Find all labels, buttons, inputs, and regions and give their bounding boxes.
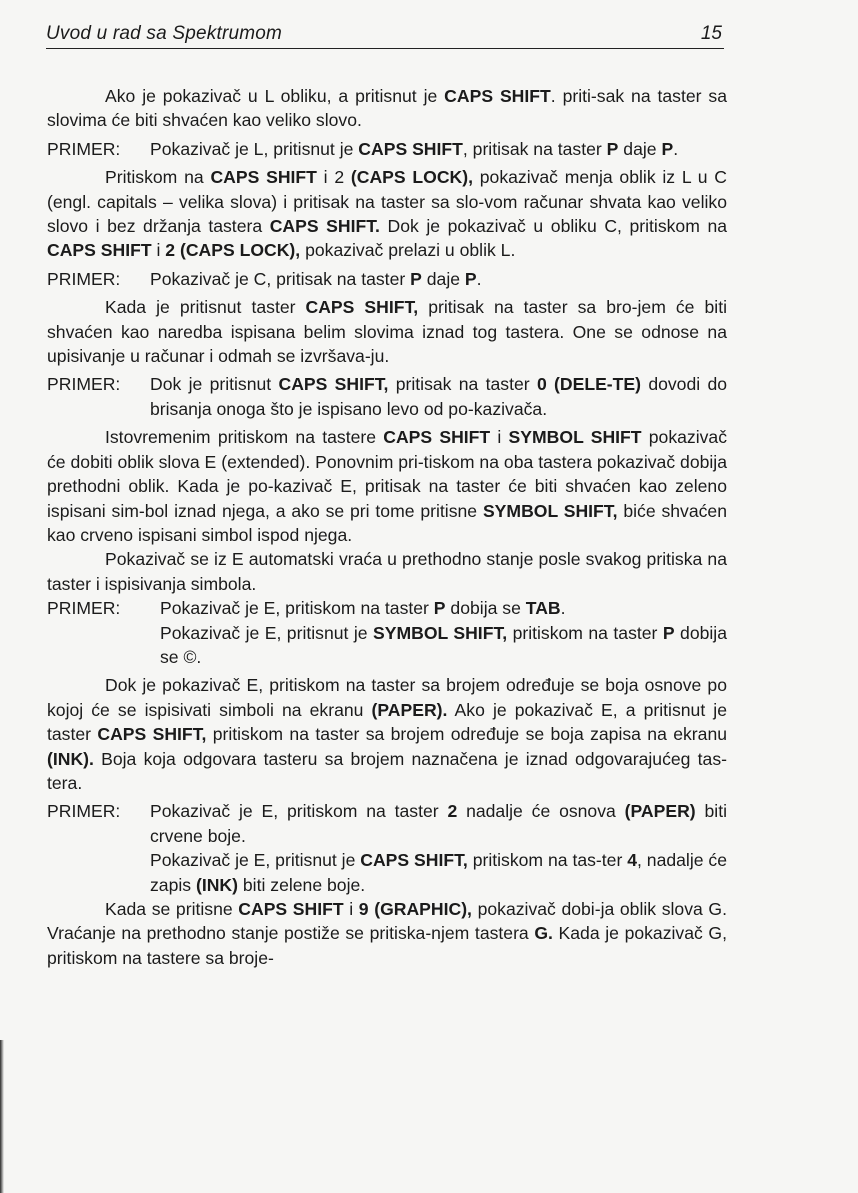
example-block [47,372,727,421]
example-block [47,267,727,291]
example-block [47,596,727,669]
paragraph: Pokazivač se iz E automatski vraća u prethodno stanje posle svakog pritiska na taster i ispisivanja simbola. [47,549,727,594]
example-label: PRIMER: [47,374,121,395]
example-text: Pokazivač je C, pritisak na taster P daje P. [150,268,482,289]
example-text: Pokazivač je L, pritisnut je CAPS SHIFT, pritisak na taster P daje P. [150,138,679,159]
chapter-title: Uvod u rad sa Spektrumom [46,23,283,44]
paragraph: Ako je pokazivač u L obliku, a pritisnut je CAPS SHIFT. priti-sak na taster sa slovima će biti shvaćen kao veliko slovo. [47,86,727,131]
page-body [47,84,727,970]
example-text: Pokazivač je E, pritiskom na taster 2 nadalje će osnova (PAPER) biti crvene boje. Pokazivač je E, pritisnut je CAPS SHIFT, pritiskom na tas-ter 4, nadalje će zapis (INK) biti zelene boje. [150,801,727,895]
example-label: PRIMER: [47,598,121,619]
example-text: Pokazivač je E, pritiskom na taster P dobija se TAB. Pokazivač je E, pritisnut je SYMBOL SHIFT, pritiskom na taster P dobija se ©. [160,598,727,667]
example-label: PRIMER: [47,138,121,159]
running-header [46,22,724,49]
example-block [47,799,727,897]
paragraph: Kada se pritisne CAPS SHIFT i 9 (GRAPHIC), pokazivač dobi-ja oblik slova G. Vraćanje na prethodno stanje postiže se pritiska-njem tastera G. Kada je pokazivač G, pritiskom na tastere sa broje- [47,899,727,968]
paragraph: Pritiskom na CAPS SHIFT i 2 (CAPS LOCK), pokazivač menja oblik iz L u C (engl. capitals – velika slova) i pritisak na taster sa slo-vom računar shvata kao veliko slovo i bez držanja tastera CAPS SHIFT. Dok je pokazivač u obliku C, pritiskom na CAPS SHIFT i 2 (CAPS LOCK), pokazivač prelazi u oblik L. [47,167,728,261]
paragraph: Istovremenim pritiskom na tastere CAPS SHIFT i SYMBOL SHIFT pokazivač će dobiti oblik slova E (extended). Ponovnim pri-tiskom na oba tastera pokazivač dobija prethodni oblik. Kada je po-kazivač E, pritisak na taster će biti shvaćen kao zeleno ispisani sim-bol iznad njega, a ako se pri tome pritisne SYMBOL SHIFT, biće shvaćen kao crveno ispisani simbol ispod njega. [47,427,728,545]
example-text: Dok je pritisnut CAPS SHIFT, pritisak na taster 0 (DELE-TE) dovodi do brisanja onoga što je ispisano levo od po-kazivača. [150,374,728,419]
page-number: 15 [700,23,722,44]
example-block [47,137,727,161]
scan-edge-shadow [0,1040,4,1193]
paragraph: Dok je pokazivač E, pritiskom na taster sa brojem određuje se boja osnove po kojoj će se ispisivati simboli na ekranu (PAPER). Ako je pokazivač E, a pritisnut je taster CAPS SHIFT, pritiskom na taster sa brojem određuje se boja zapisa na ekranu (INK). Boja koja odgovara tasteru sa brojem naznačena je iznad odgovarajućeg tas-tera. [47,675,728,793]
paragraph: Kada je pritisnut taster CAPS SHIFT, pritisak na taster sa bro-jem će biti shvaćen kao naredba ispisana belim slovima iznad tog tastera. One se odnose na upisivanje u računar i odmah se izvršava-ju. [47,297,727,367]
example-label: PRIMER: [47,801,121,822]
example-label: PRIMER: [47,268,121,289]
